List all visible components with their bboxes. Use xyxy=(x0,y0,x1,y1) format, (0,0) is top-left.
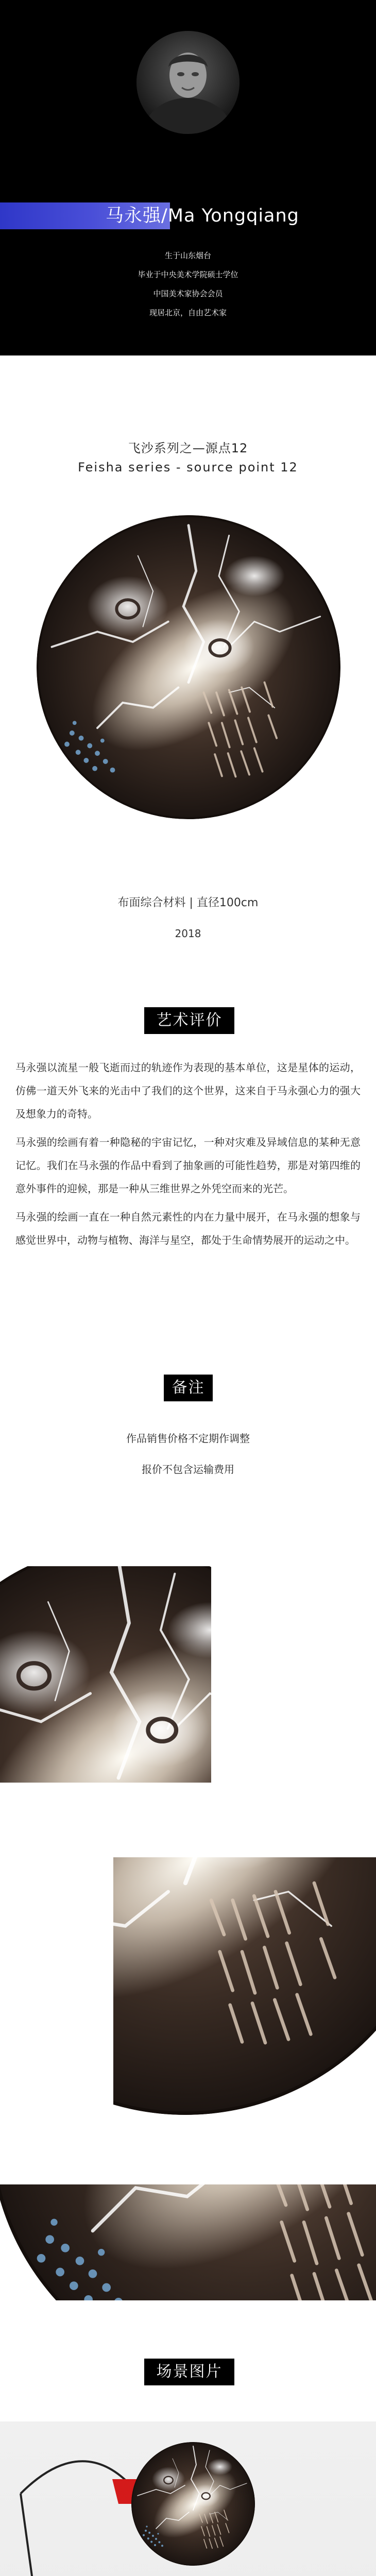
floor-lamp-illustration xyxy=(21,2461,145,2576)
artist-bio xyxy=(0,246,376,323)
artwork-year: 2018 xyxy=(175,927,201,940)
notes-text xyxy=(0,1423,376,1485)
artwork-medium-size: 布面综合材料 | 直径100cm xyxy=(117,896,259,909)
artwork-detail-crop-1 xyxy=(0,1566,211,1783)
artist-avatar xyxy=(136,31,240,134)
bio-line: 生于山东烟台 xyxy=(164,251,211,260)
scene-image xyxy=(0,2421,376,2576)
review-heading: 艺术评价 xyxy=(144,1007,234,1034)
note-line: 作品销售价格不定期作调整 xyxy=(126,1432,250,1445)
artwork-detail-crop-2 xyxy=(113,1857,376,2120)
artist-name: 马永强/Ma Yongqiang xyxy=(106,206,299,226)
review-paragraph: 马永强的绘画有着一种隐秘的宇宙记忆，一种对灾难及异域信息的某种无意记忆。我们在马永强的作品中看到了抽象画的可能性趋势，那是对第四维的意外事件的迎候，那是一种从三维世界之外凭空而来的光芒。 xyxy=(15,1136,361,1195)
review-paragraph: 马永强的绘画一直在一种自然元素性的内在力量中展开，在马永强的想象与感觉世界中，动物与植物、海洋与星空，都处于生命情势展开的运动之中。 xyxy=(15,1211,361,1246)
artwork-detail-crop-3 xyxy=(0,2184,376,2300)
scene-heading: 场景图片 xyxy=(144,2359,234,2385)
review-text xyxy=(15,1056,361,1257)
artist-header xyxy=(0,0,376,355)
artwork-title: 飞沙系列之—源点12 xyxy=(128,441,248,455)
bio-line: 毕业于中央美术学院硕士学位 xyxy=(138,270,238,279)
notes-heading: 备注 xyxy=(164,1375,213,1401)
bio-line: 中国美术家协会会员 xyxy=(153,289,223,298)
review-paragraph: 马永强以流星一般飞逝而过的轨迹作为表现的基本单位，这是星体的运动，仿佛一道天外飞来的光击中了我们的这个世界，这来自于马永强心力的强大及想象力的奇特。 xyxy=(15,1061,361,1120)
artwork-image xyxy=(37,515,340,819)
bio-line: 现居北京，自由艺术家 xyxy=(149,308,227,317)
note-line: 报价不包含运输费用 xyxy=(142,1463,234,1476)
artwork-title-en: Feisha series - source point 12 xyxy=(78,460,298,474)
